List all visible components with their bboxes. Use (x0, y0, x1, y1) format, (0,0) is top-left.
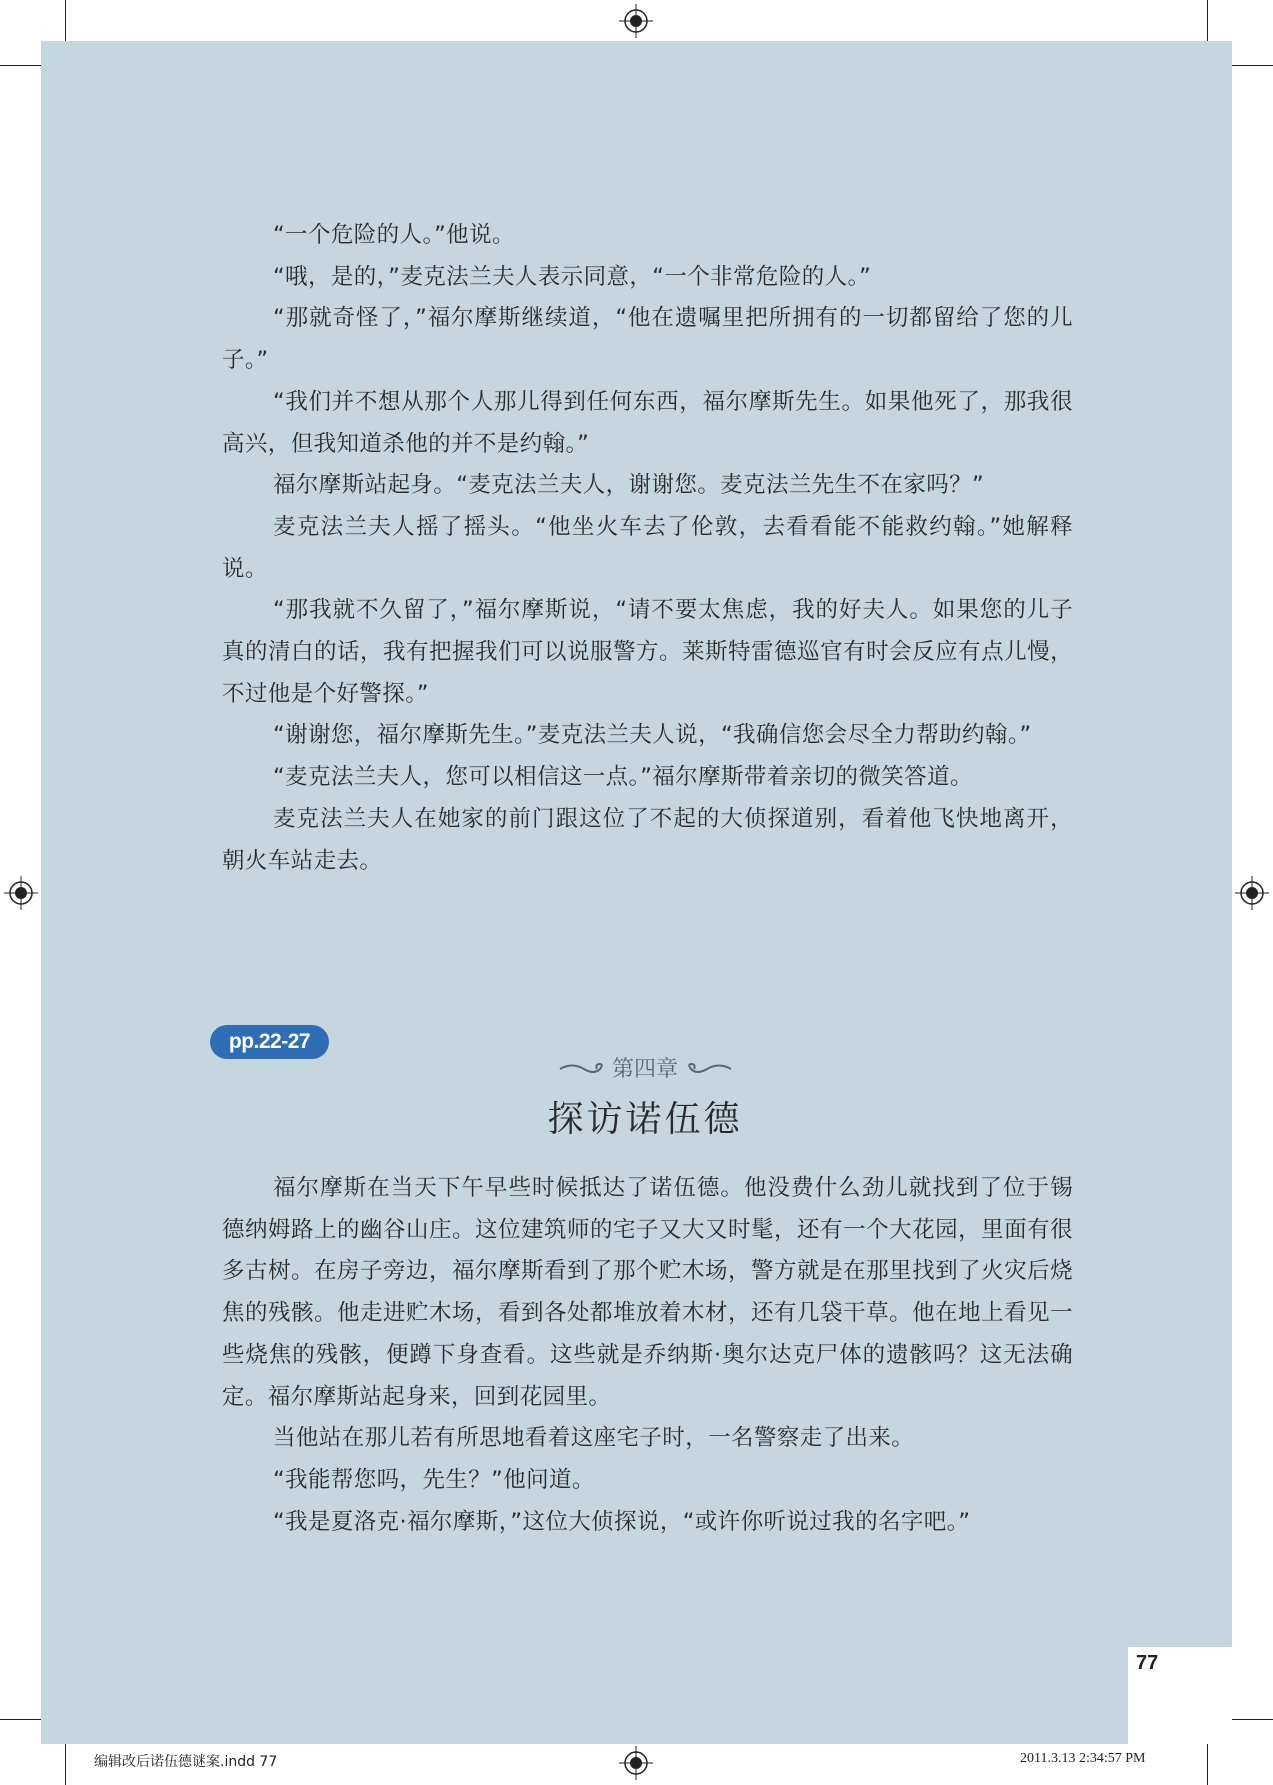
paragraph: 麦克法兰夫人在她家的前门跟这位了不起的大侦探道别，看着他飞快地离开，朝火车站走去。 (222, 805, 1073, 874)
paragraph: “那就奇怪了，”福尔摩斯继续道，“他在遗嘱里把所拥有的一切都留给了您的儿子。” (222, 305, 1073, 374)
paragraph: “谢谢您，福尔摩斯先生。”麦克法兰夫人说，“我确信您会尽全力帮助约翰。” (273, 722, 1032, 749)
story-text-section-two (222, 1168, 1073, 1543)
story-text-section-one (222, 215, 1073, 882)
crop-mark (1232, 65, 1273, 66)
crop-mark (0, 1719, 41, 1720)
paragraph: “我是夏洛克·福尔摩斯，”这位大侦探说，“或许你听说过我的名字吧。” (273, 1508, 971, 1535)
paragraph: “一个危险的人。”他说。 (273, 222, 515, 248)
footer-timestamp: 2011.3.13 2:34:57 PM (1020, 1751, 1146, 1766)
paragraph: “麦克法兰夫人，您可以相信这一点。”福尔摩斯带着亲切的微笑答道。 (273, 764, 973, 791)
paragraph: 福尔摩斯站起身。“麦克法兰夫人，谢谢您。麦克法兰先生不在家吗？” (273, 472, 985, 499)
page-reference-badge: pp.22-27 (210, 1025, 329, 1059)
registration-mark-icon (4, 876, 38, 910)
crop-mark (1207, 0, 1208, 41)
paragraph: 麦克法兰夫人摇了摇头。“他坐火车去了伦敦，去看看能不能救约翰。”她解释说。 (222, 513, 1073, 582)
crop-mark (65, 0, 66, 41)
page-number: 77 (1136, 1652, 1159, 1674)
right-swirl-ornament-icon (681, 1060, 733, 1078)
paragraph: 福尔摩斯在当天下午早些时候抵达了诺伍德。他没费什么劲儿就找到了位于锡德纳姆路上的幽谷山庄。这位建筑师的宅子又大又时髦，还有一个大花园，里面有很多古树。在房子旁边，福尔摩斯看到了那个贮木场，警方就是在那里找到了火灾后烧焦的残骸。他走进贮木场，看到各处都堆放着木材，还有几袋干草。他在地上看见一些烧焦的残骸，便蹲下身查看。这些就是乔纳斯·奥尔达克尸体的遗骸吗？这无法确定。福尔摩斯站起身来，回到花园里。 (222, 1175, 1073, 1410)
paragraph: 当他站在那儿若有所思地看着这座宅子时，一名警察走了出来。 (273, 1425, 915, 1452)
crop-mark (1207, 1744, 1208, 1785)
paragraph: “那我就不久留了，”福尔摩斯说，“请不要太焦虑，我的好夫人。如果您的儿子真的清白的话，我有把握我们可以说服警方。莱斯特雷德巡官有时会反应有点儿慢，不过他是个好警探。” (222, 597, 1073, 707)
footer-file-name: 编辑改后诺伍德谜案.indd 77 (94, 1754, 278, 1770)
crop-mark (65, 1744, 66, 1785)
registration-mark-icon (1235, 876, 1269, 910)
paragraph: “我们并不想从那个人那儿得到任何东西，福尔摩斯先生。如果他死了，那我很高兴，但我知道杀他的并不是约翰。” (222, 388, 1073, 457)
chapter-number: 第四章 (611, 1057, 678, 1082)
crop-mark (0, 65, 41, 66)
chapter-title: 探访诺伍德 (547, 1099, 743, 1140)
paragraph: “我能帮您吗，先生？”他问道。 (273, 1466, 595, 1493)
registration-mark-icon (619, 4, 653, 38)
registration-mark-icon (619, 1746, 653, 1780)
crop-mark (1232, 1719, 1273, 1720)
paragraph: “哦，是的，”麦克法兰夫人表示同意，“一个非常危险的人。” (273, 263, 872, 290)
